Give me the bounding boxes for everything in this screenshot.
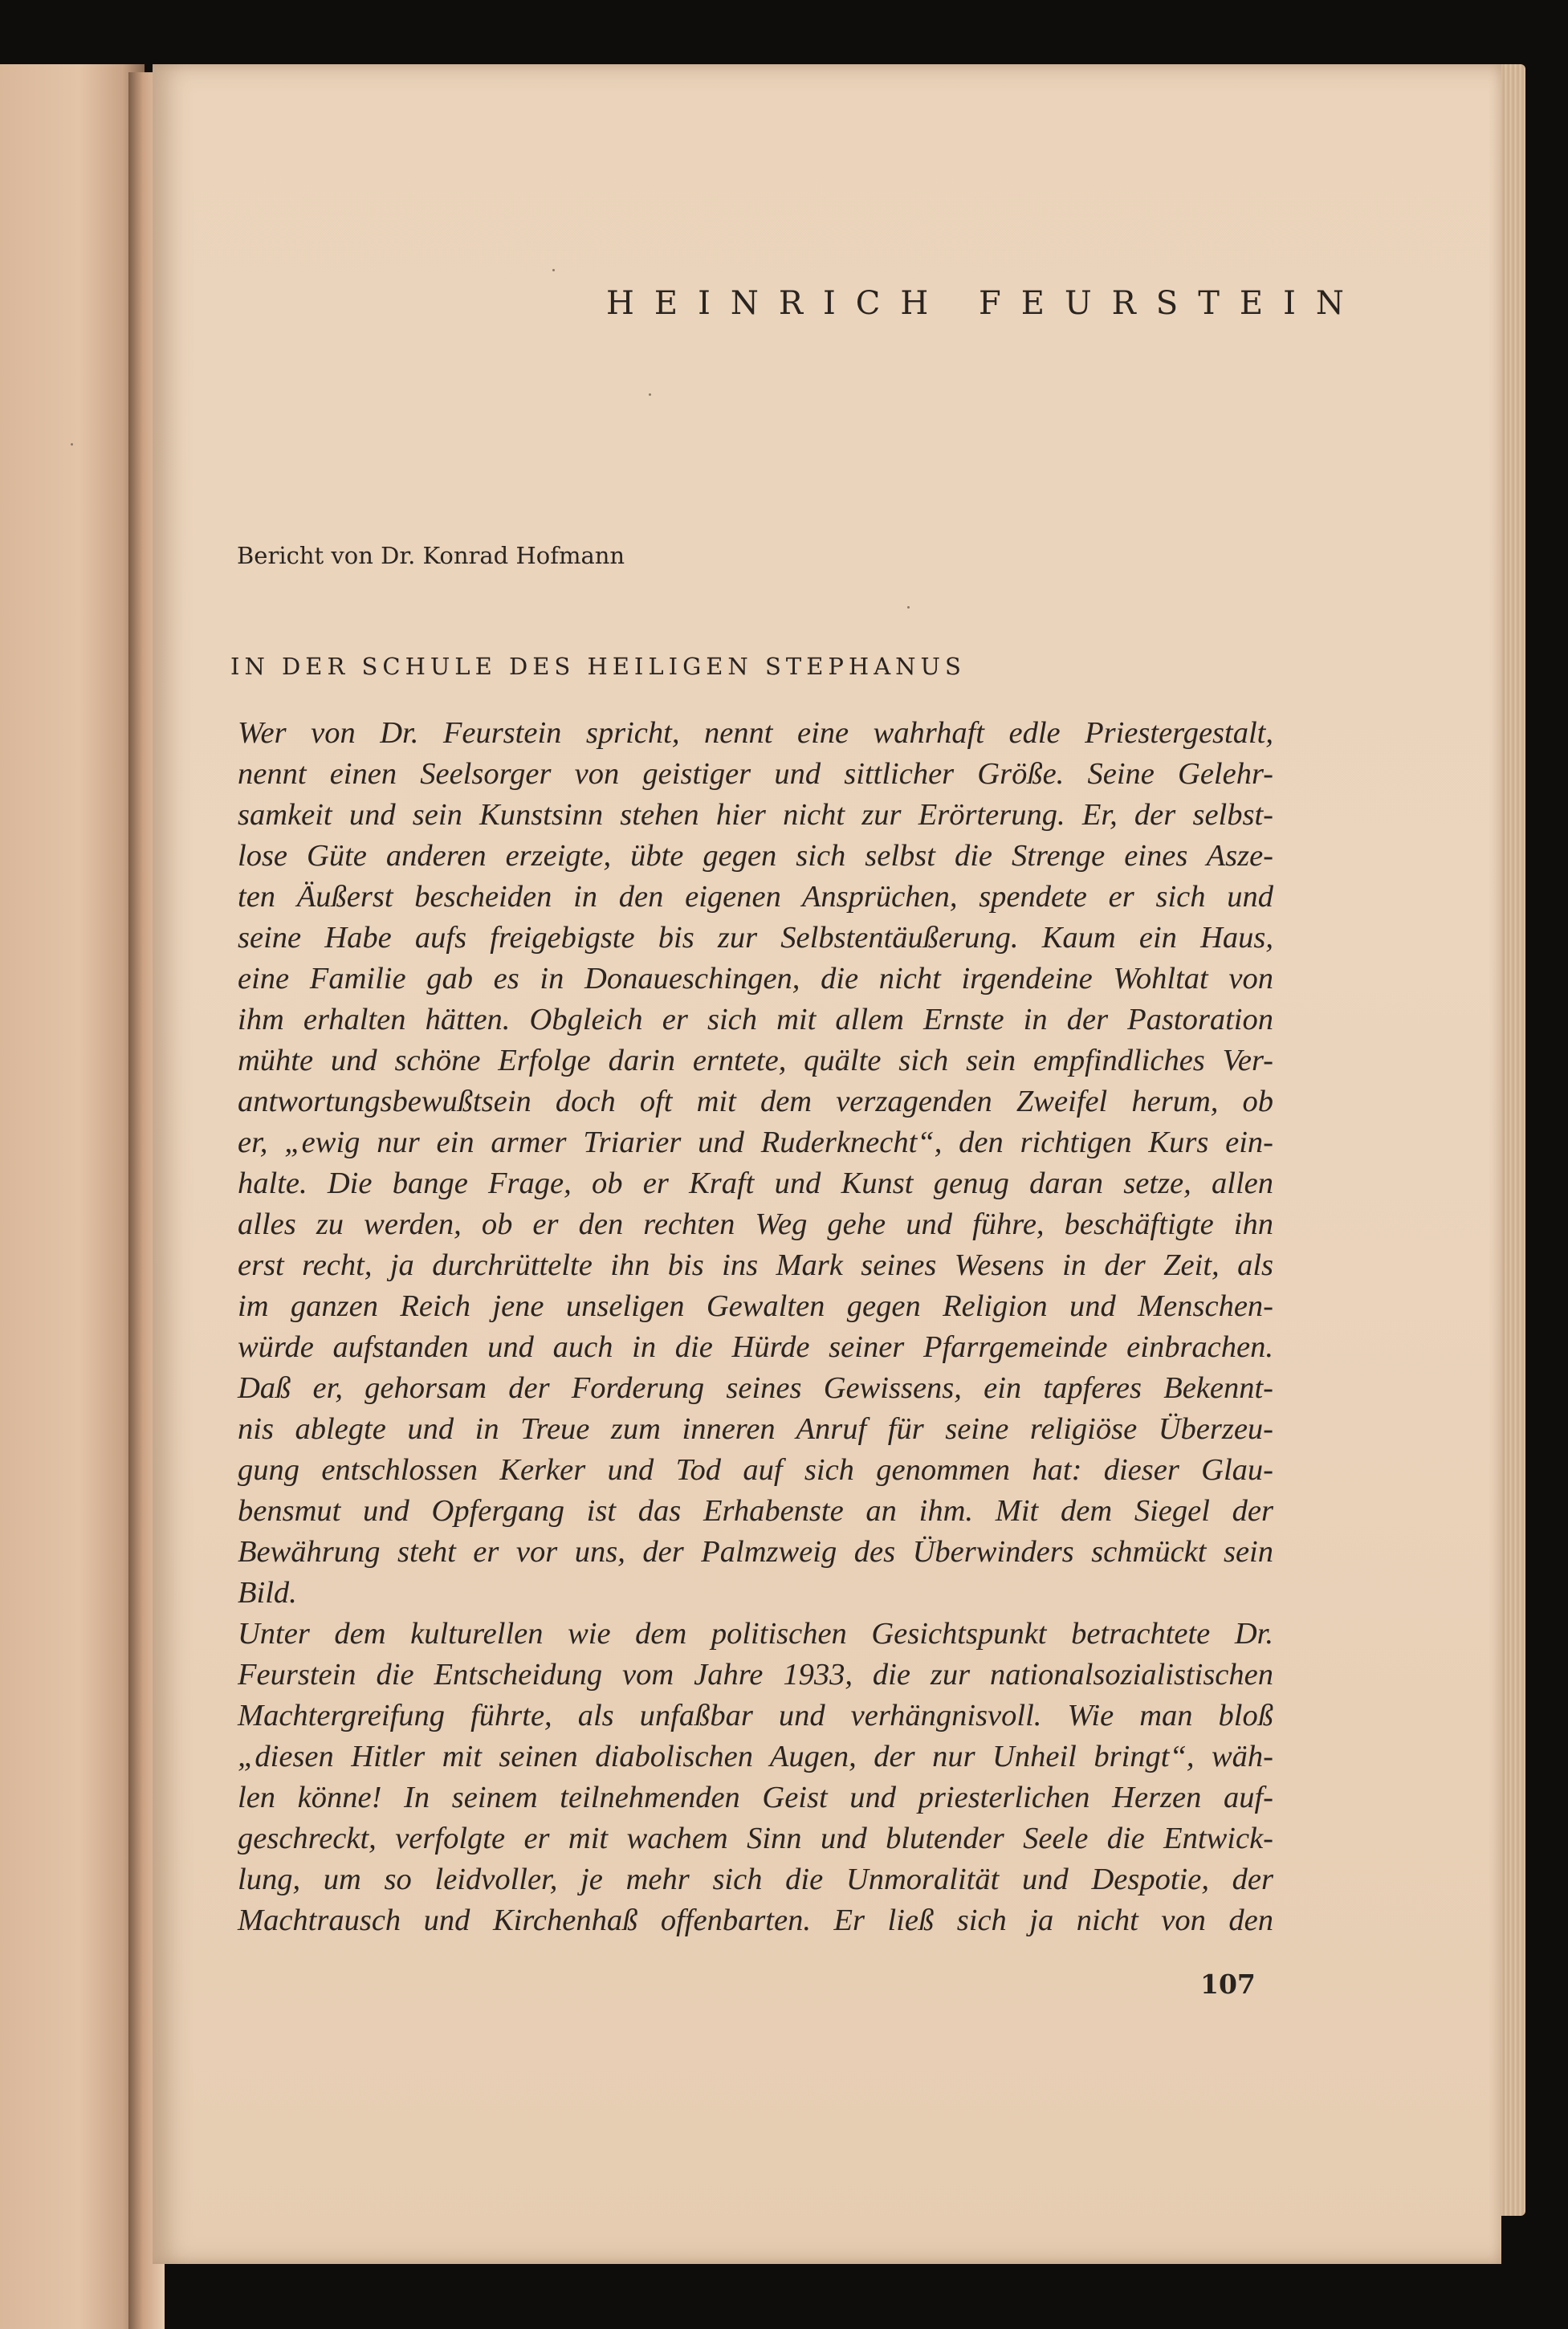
paper-speck <box>71 443 73 446</box>
text-line: mühte und schöne Erfolge darin erntete, quälte sich sein empfindliches Ver- <box>238 1044 1273 1077</box>
text-line: eine Familie gab es in Donaueschingen, die nicht irgendeine Wohltat von <box>238 962 1273 996</box>
page-title: HEINRICH FEURSTEIN <box>606 285 1364 322</box>
text-line: nennt einen Seelsorger von geistiger und sittlicher Größe. Seine Gelehr- <box>238 757 1273 791</box>
paper-speck <box>649 393 651 396</box>
text-line: Machtergreifung führte, als unfaßbar und verhängnisvoll. Wie man bloß <box>238 1699 1273 1732</box>
paper-speck <box>552 269 555 271</box>
text-line: ihm erhalten hätten. Obgleich er sich mit allem Ernste in der Pastoration <box>238 1003 1273 1036</box>
text-line: seine Habe aufs freigebigste bis zur Selbstentäußerung. Kaum ein Haus, <box>238 921 1273 955</box>
text-line: Daß er, gehorsam der Forderung seines Gewissens, ein tapferes Bekennt- <box>238 1371 1273 1405</box>
text-line: nis ablegte und in Treue zum inneren Anruf für seine religiöse Überzeu- <box>238 1412 1273 1446</box>
left-page-edge <box>0 64 145 2329</box>
text-line: geschreckt, verfolgte er mit wachem Sinn und blutender Seele die Entwick- <box>238 1822 1273 1855</box>
text-line: Feurstein die Entscheidung vom Jahre 1933, die zur nationalsozialistischen <box>238 1658 1273 1692</box>
text-line: alles zu werden, ob er den rechten Weg gehe und führe, beschäftigte ihn <box>238 1207 1273 1241</box>
text-line: ten Äußerst bescheiden in den eigenen Ansprüchen, spendete er sich und <box>238 880 1273 914</box>
paper-speck <box>907 606 910 609</box>
text-line: im ganzen Reich jene unseligen Gewalten gegen Religion und Menschen- <box>238 1289 1273 1323</box>
section-heading: IN DER SCHULE DES HEILIGEN STEPHANUS <box>230 653 966 680</box>
text-line: gung entschlossen Kerker und Tod auf sich genommen hat: dieser Glau- <box>238 1453 1273 1487</box>
byline: Bericht von Dr. Konrad Hofmann <box>237 542 625 569</box>
text-line: Machtrausch und Kirchenhaß offenbarten. Er ließ sich ja nicht von den <box>238 1904 1273 1937</box>
text-line: samkeit und sein Kunstsinn stehen hier nicht zur Erörterung. Er, der selbst- <box>238 798 1273 832</box>
text-line: Unter dem kulturellen wie dem politischen Gesichtspunkt betrachtete Dr. <box>238 1617 1273 1651</box>
text-line: erst recht, ja durchrüttelte ihn bis ins Mark seines Wesens in der Zeit, als <box>238 1248 1273 1282</box>
text-line: Wer von Dr. Feurstein spricht, nennt eine wahrhaft edle Priestergestalt, <box>238 716 1273 750</box>
text-line: Bewährung steht er vor uns, der Palmzweig des Überwinders schmückt sein <box>238 1535 1273 1569</box>
text-line: antwortungsbewußtsein doch oft mit dem verzagenden Zweifel herum, ob <box>238 1085 1273 1118</box>
text-line: er, „ewig nur ein armer Triarier und Ruderknecht“, den richtigen Kurs ein- <box>238 1126 1273 1159</box>
text-line: halte. Die bange Frage, ob er Kraft und Kunst genug daran setze, allen <box>238 1167 1273 1200</box>
text-line: würde aufstanden und auch in die Hürde seiner Pfarrgemeinde einbrachen. <box>238 1330 1273 1364</box>
text-line: lung, um so leidvoller, je mehr sich die Unmoralität und Despotie, der <box>238 1863 1273 1896</box>
page-number: 107 <box>1200 1969 1256 2000</box>
text-line: lose Güte anderen erzeigte, übte gegen sich selbst die Strenge eines Asze- <box>238 839 1273 873</box>
text-line: Bild. <box>238 1576 297 1610</box>
body-text <box>238 713 1273 1941</box>
text-line: „diesen Hitler mit seinen diabolischen Augen, der nur Unheil bringt“, wäh- <box>238 1740 1273 1773</box>
text-line: bensmut und Opfergang ist das Erhabenste an ihm. Mit dem Siegel der <box>238 1494 1273 1528</box>
text-line: len könne! In seinem teilnehmenden Geist und priesterlichen Herzen auf- <box>238 1781 1273 1814</box>
